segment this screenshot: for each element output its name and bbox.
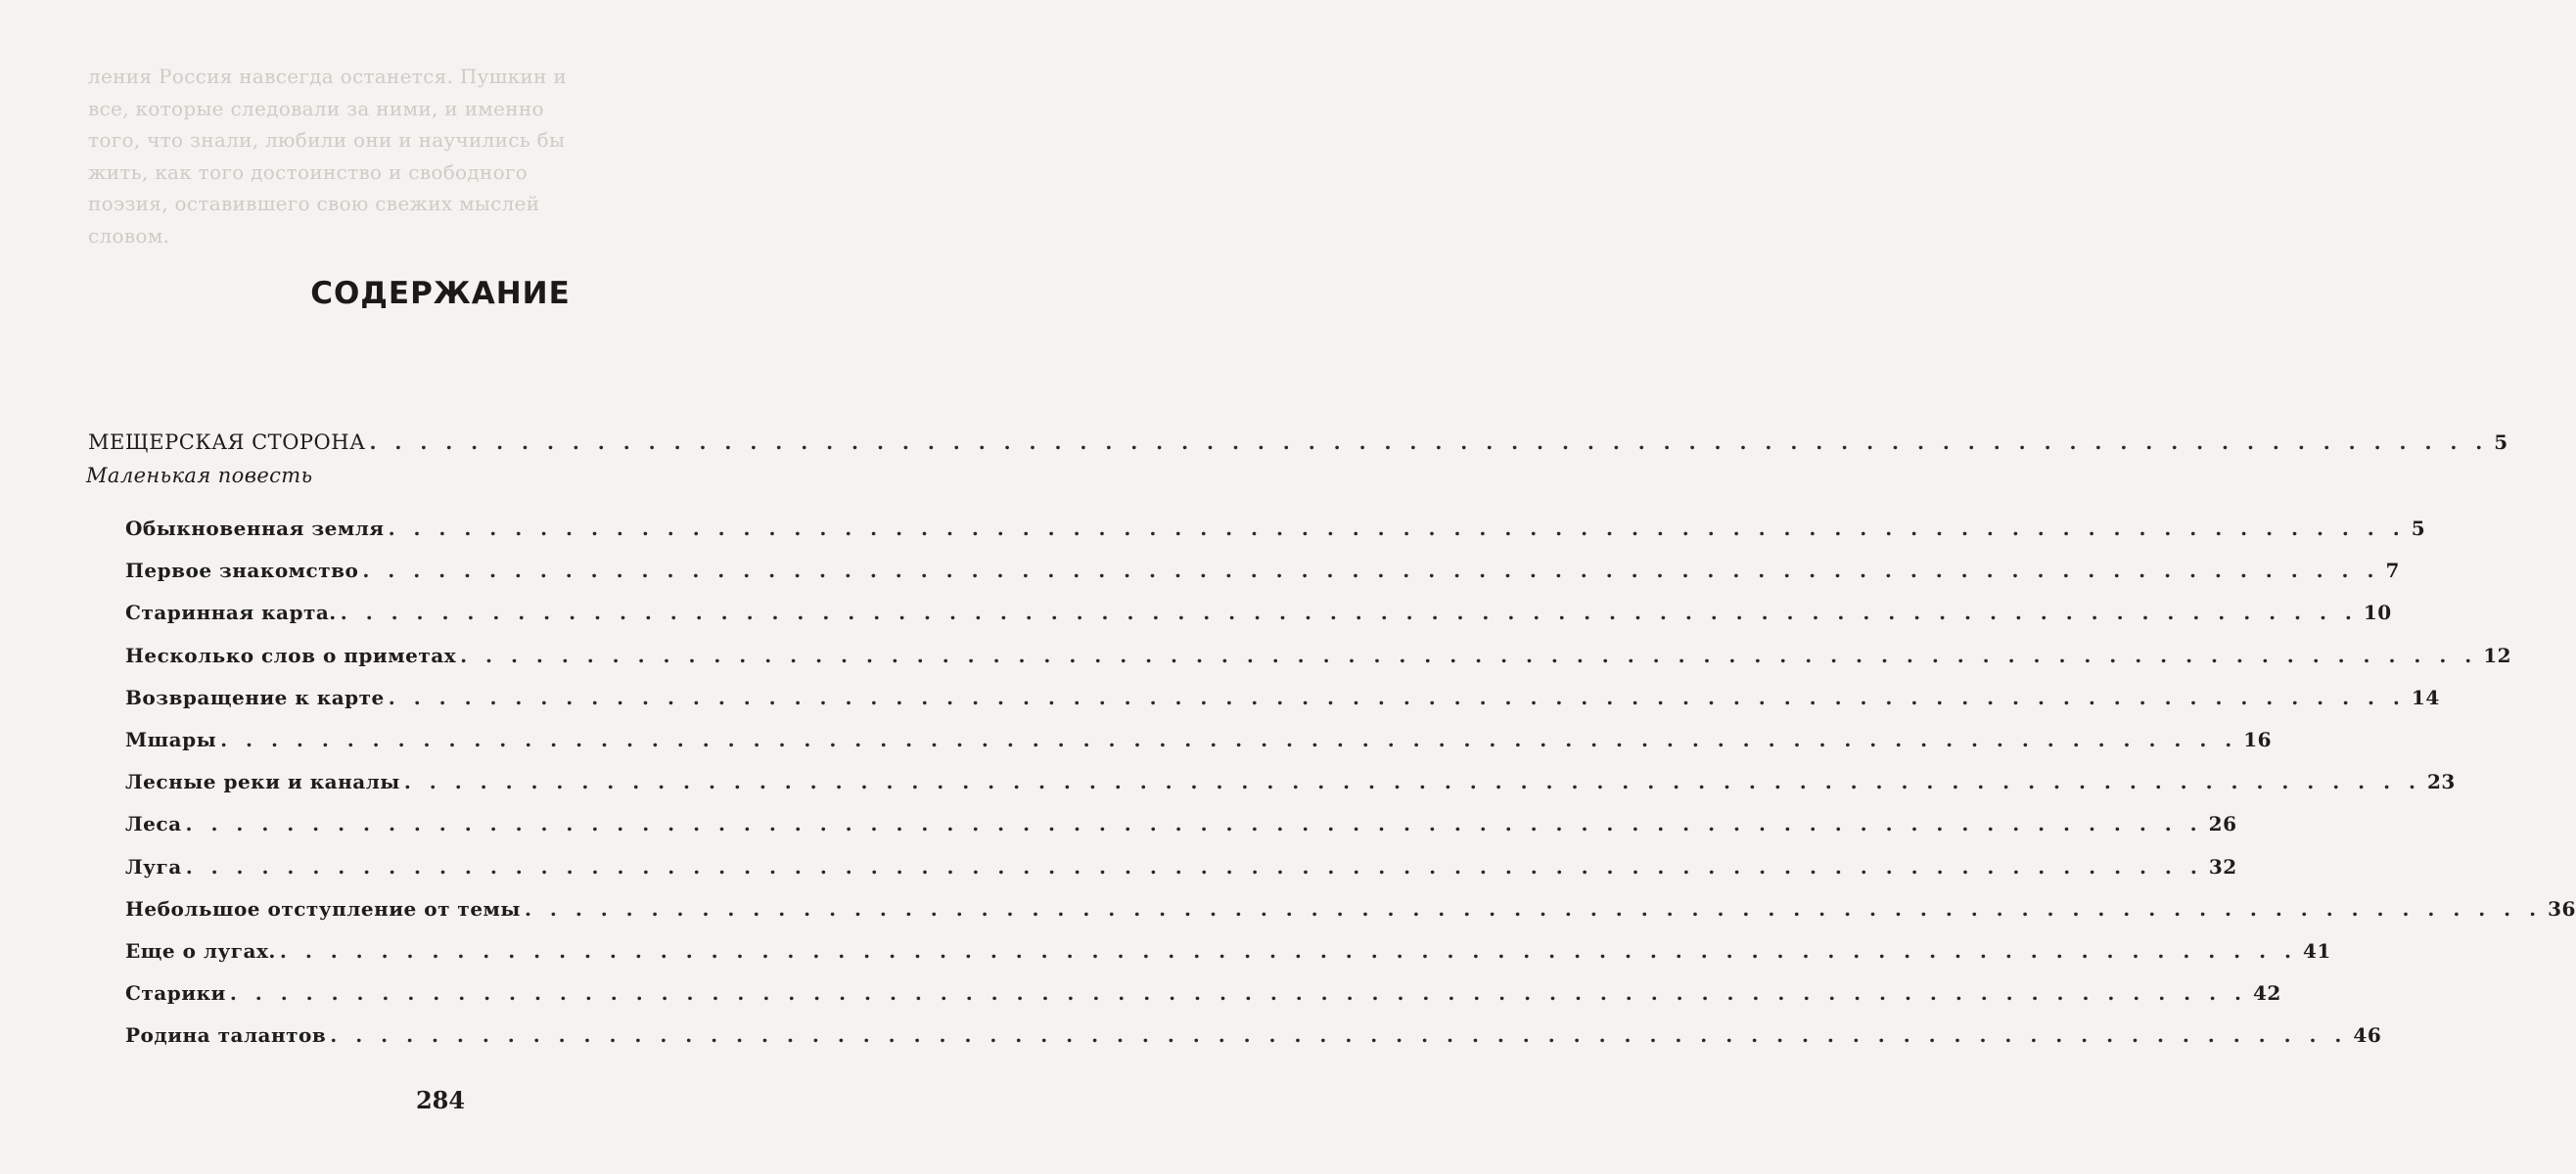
leader-dots: . . . . . . . . . . . . . . . . . . . . . . . . . . . . . . . . . . . . . . . . . . . . . . . . . . . . . . . . . . . . . . . . . . . . . . . . . . . . . . . . . . . . — [369, 430, 2489, 454]
chapter-title: Старинная карта. — [125, 601, 337, 625]
toc-entry[interactable] — [125, 939, 2331, 963]
chapter-title: Леса — [125, 812, 182, 836]
toc-entry[interactable] — [125, 559, 2400, 583]
leader-dots: . . . . . . . . . . . . . . . . . . . . . . . . . . . . . . . . . . . . . . . . . . . . . . . . . . . . . . . . . . . . . . . . . . . . . . . . . . . . . . . . — [524, 896, 2543, 921]
page-number: 284 — [415, 1086, 466, 1114]
leader-dots: . . . . . . . . . . . . . . . . . . . . . . . . . . . . . . . . . . . . . . . . . . . . . . . . . . . . . . . . . . . . . . . . . . . . . . . . . . . . . . . . — [279, 939, 2297, 963]
leader-dots: . . . . . . . . . . . . . . . . . . . . . . . . . . . . . . . . . . . . . . . . . . . . . . . . . . . . . . . . . . . . . . . . . . . . . . . . . . . . . . . . — [388, 685, 2406, 709]
leader-dots: . . . . . . . . . . . . . . . . . . . . . . . . . . . . . . . . . . . . . . . . . . . . . . . . . . . . . . . . . . . . . . . . . . . . . . . . . . . . . . . . — [362, 559, 2380, 583]
chapter-page: 32 — [2208, 854, 2237, 879]
chapter-title: Еще о лугах. — [125, 939, 276, 963]
toc-entry[interactable] — [125, 643, 2512, 667]
toc-entry[interactable] — [125, 685, 2440, 709]
toc-entry[interactable] — [125, 896, 2576, 921]
bleed-through-text: ления Россия навсегда останется. Пушкин и все, которые следовали за ними, и именно того, что знали, любили они и научились бы жить, как того достоинство и свободного поэзия, оставившего свою свежих мыслей словом. — [88, 65, 567, 248]
toc-entry[interactable] — [125, 517, 2426, 540]
toc-entry[interactable] — [125, 854, 2237, 879]
toc-entry[interactable] — [125, 812, 2237, 836]
toc-section-entry[interactable] — [88, 430, 2508, 454]
leader-dots: . . . . . . . . . . . . . . . . . . . . . . . . . . . . . . . . . . . . . . . . . . . . . . . . . . . . . . . . . . . . . . . . . . . . . . . . . . . . . . . . — [388, 517, 2406, 540]
chapter-title: Мшары — [125, 728, 217, 751]
chapter-page: 41 — [2303, 939, 2331, 963]
chapter-title: Луга — [125, 854, 182, 879]
chapter-title: Небольшое отступление от темы — [125, 896, 521, 921]
section-title: МЕЩЕРСКАЯ СТОРОНА — [88, 430, 366, 454]
chapter-title: Лесные реки и каналы — [125, 770, 400, 794]
chapter-title: Обыкновенная земля — [125, 517, 385, 540]
chapter-page: 36 — [2548, 896, 2576, 921]
section-subtitle: Маленькая повесть — [86, 464, 313, 487]
leader-dots: . . . . . . . . . . . . . . . . . . . . . . . . . . . . . . . . . . . . . . . . . . . . . . . . . . . . . . . . . . . . . . . . . . . . . . . . . . . . . . . . — [229, 981, 2247, 1006]
leader-dots: . . . . . . . . . . . . . . . . . . . . . . . . . . . . . . . . . . . . . . . . . . . . . . . . . . . . . . . . . . . . . . . . . . . . . . . . . . . . . . . . — [185, 854, 2203, 879]
toc-entry[interactable] — [125, 601, 2392, 625]
chapter-title: Возвращение к карте — [125, 685, 385, 709]
leader-dots: . . . . . . . . . . . . . . . . . . . . . . . . . . . . . . . . . . . . . . . . . . . . . . . . . . . . . . . . . . . . . . . . . . . . . . . . . . . . . . . . — [460, 643, 2478, 667]
chapter-title: Первое знакомство — [125, 559, 359, 583]
leader-dots: . . . . . . . . . . . . . . . . . . . . . . . . . . . . . . . . . . . . . . . . . . . . . . . . . . . . . . . . . . . . . . . . . . . . . . . . . . . . . . . . — [220, 728, 2238, 751]
chapter-page: 12 — [2483, 643, 2512, 667]
page-title: СОДЕРЖАНИЕ — [310, 276, 571, 311]
chapter-page: 10 — [2363, 601, 2392, 625]
leader-dots: . . . . . . . . . . . . . . . . . . . . . . . . . . . . . . . . . . . . . . . . . . . . . . . . . . . . . . . . . . . . . . . . . . . . . . . . . . . . . . . . — [340, 601, 2358, 625]
toc-entry[interactable] — [125, 770, 2456, 794]
toc-entry[interactable] — [125, 981, 2281, 1006]
chapter-page: 5 — [2411, 517, 2426, 540]
toc-entry[interactable] — [125, 1023, 2382, 1048]
chapter-title: Несколько слов о приметах — [125, 643, 457, 667]
leader-dots: . . . . . . . . . . . . . . . . . . . . . . . . . . . . . . . . . . . . . . . . . . . . . . . . . . . . . . . . . . . . . . . . . . . . . . . . . . . . . . . . — [403, 770, 2421, 794]
leader-dots: . . . . . . . . . . . . . . . . . . . . . . . . . . . . . . . . . . . . . . . . . . . . . . . . . . . . . . . . . . . . . . . . . . . . . . . . . . . . . . . . — [330, 1023, 2348, 1048]
leader-dots: . . . . . . . . . . . . . . . . . . . . . . . . . . . . . . . . . . . . . . . . . . . . . . . . . . . . . . . . . . . . . . . . . . . . . . . . . . . . . . . . — [185, 812, 2203, 836]
chapter-page: 16 — [2243, 728, 2273, 751]
chapter-page: 23 — [2426, 770, 2456, 794]
section-page: 5 — [2494, 430, 2508, 454]
toc-entry[interactable] — [125, 728, 2273, 751]
chapter-page: 7 — [2385, 559, 2400, 583]
chapter-page: 14 — [2411, 685, 2440, 709]
chapter-title: Родина талантов — [125, 1023, 327, 1048]
chapter-page: 26 — [2208, 812, 2237, 836]
chapter-title: Старики — [125, 981, 226, 1006]
chapter-page: 46 — [2353, 1023, 2382, 1048]
chapter-page: 42 — [2252, 981, 2281, 1006]
